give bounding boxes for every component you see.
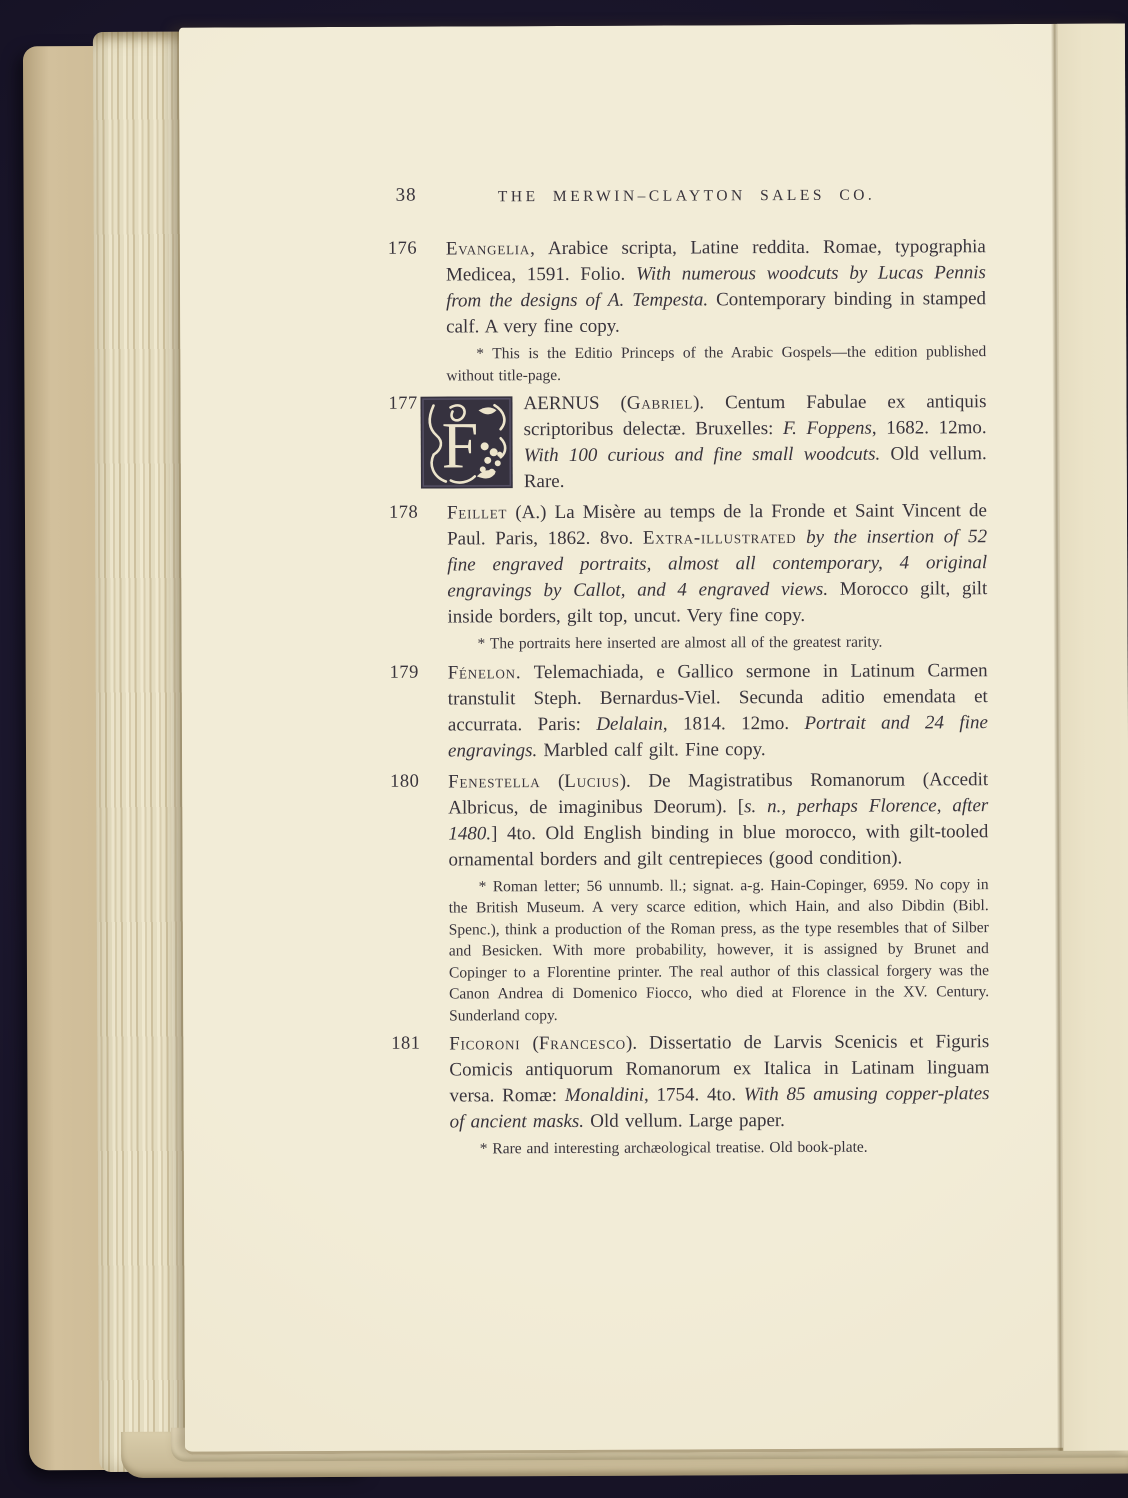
entry-heading-name: Gabriel [626, 392, 694, 414]
page-header [388, 180, 986, 229]
entry-note-italic: F. Foppens [782, 417, 872, 440]
lot-number: 179 [389, 662, 419, 683]
entry-text: Old vellum. Large paper. [583, 1110, 785, 1132]
entry-note-italic: by the insertion of 52 fine engraved portraits, almost all contemporary, 4 original engravings by Callot, and 4 engraved views. [447, 526, 988, 602]
book-page [179, 24, 1128, 1455]
entry-text: ] 4to. Old English binding in blue morocco, with gilt-tooled ornamental borders and gilt centrepieces (good condition). [448, 820, 989, 871]
page-number: 38 [395, 184, 417, 206]
entry-heading-name: Extra-illustrated [642, 526, 797, 549]
entry-note-italic: With numerous woodcuts by Lucas Pennis from the designs of A. Tempesta. [445, 262, 986, 312]
entry-note-italic: s. n., perhaps Florence, after 1480. [448, 794, 989, 845]
entry-footnote: * This is the Editio Princeps of the Arabic Gospels—the edition published without title-page. [446, 343, 987, 385]
entry-footnote: * Roman letter; 56 unnumb. ll.; signat. a-g. Hain-Copinger, 6959. No copy in the British Museum. A very scarce edition, which Hain, and also Dibdin (Bibl. Spenc.), think a production of the Roman press, as the type resembles that of Silber and Besicken. With more probability, however, it is assigned by Brunet and Copinger to a Florentine printer. The real author of this classical forgery was the Canon Andrea di Domenico Fiocco, who died at Florence in the XV. Century. Sunderland copy. [448, 875, 990, 1025]
entry-text: ). De Magistratibus Romanorum (Accedit Albricus, de imaginibus Deorum). [ [448, 768, 989, 819]
catalog-entry-180 [390, 766, 1128, 1027]
entry-body [446, 234, 987, 386]
svg-text:F: F [441, 409, 479, 483]
entry-text: Marbled calf gilt. Fine copy. [537, 738, 766, 761]
entry-heading-name: Evangelia, [445, 238, 536, 260]
catalog-entry-179 [390, 657, 1128, 764]
ornamental-initial-f-icon [420, 396, 512, 488]
entry-body [449, 1029, 990, 1160]
entry-heading-name: Feillet [446, 502, 508, 524]
entry-text: Arabice scripta, Latine reddita. Romae, typographia Medicea, 1591. Folio. [445, 236, 986, 286]
page-content [179, 24, 1128, 1452]
entry-heading-name: Ficoroni [449, 1033, 521, 1055]
entry-heading-name: Francesco [538, 1032, 627, 1055]
entry-body [448, 767, 989, 1027]
entry-text: ). Dissertatio de Larvis Scenicis et Figuris Comicis antiquorum Romanorum ex Italica in Latinam linguam versa. Romæ: [449, 1031, 990, 1107]
entry-note-italic: Portrait and 24 fine engravings. [447, 711, 988, 762]
entry-note-italic: Monaldini [564, 1084, 645, 1106]
entry-text: Telemachiada, e Gallico sermone in Latinum Carmen transtulit Steph. Bernardus-Viel. Secunda aditio emendata et accurrata. Paris: [447, 659, 988, 736]
lot-number: 180 [390, 771, 420, 792]
catalog-entries [388, 234, 1128, 1161]
entry-text: , 1682. 12mo. [871, 417, 987, 439]
entry-text: Old vellum. Rare. [523, 443, 987, 493]
entry-note-italic: With 85 amusing copper-plates of ancient masks. [449, 1083, 990, 1133]
entry-footnote: * The portraits here inserted are almost all of the greatest rarity. [477, 633, 883, 653]
entry-text: Contemporary binding in stamped calf. A very fine copy. [446, 288, 987, 338]
entry-text: ( [540, 770, 565, 792]
entry-text: (A.) La Misère au temps de la Fronde et Saint Vincent de Paul. Paris, 1862. 8vo. [447, 500, 988, 550]
lot-number: 181 [391, 1033, 421, 1054]
catalog-entry-178 [389, 498, 1128, 656]
entry-text: , 1814. 12mo. [662, 712, 805, 735]
entry-text: , 1754. 4to. [643, 1084, 744, 1106]
entry-text: ). Centum Fabulae ex antiquis scriptoribus delectæ. Bruxelles: [523, 391, 987, 441]
entry-body [447, 498, 988, 655]
lot-number: 177 [388, 393, 418, 414]
entry-text: ( [520, 1033, 539, 1055]
catalog-entry-181 [391, 1029, 1128, 1161]
running-title: THE MERWIN–CLAYTON SALES CO. [497, 186, 876, 206]
entry-heading-name: Lucius [564, 770, 620, 792]
entry-footnote: * Rare and interesting archæological treatise. Old book-plate. [479, 1138, 868, 1158]
catalog-entry-177 [388, 389, 1126, 496]
entry-body [448, 658, 988, 764]
entry-text: AERNUS ( [523, 392, 627, 415]
catalog-entry-176 [388, 234, 1127, 387]
entry-note-italic: With 100 curious and fine small woodcuts. [523, 443, 881, 467]
lot-number: 178 [388, 502, 419, 523]
lot-number: 176 [387, 238, 418, 259]
entry-text: Morocco gilt, gilt inside borders, gilt top, uncut. Very fine copy. [447, 578, 988, 628]
entry-body [441, 389, 987, 495]
entry-heading-name: Fénelon. [447, 661, 522, 684]
entry-note-italic: Delalain [596, 713, 663, 735]
entry-heading-name: Fenestella [448, 770, 541, 793]
